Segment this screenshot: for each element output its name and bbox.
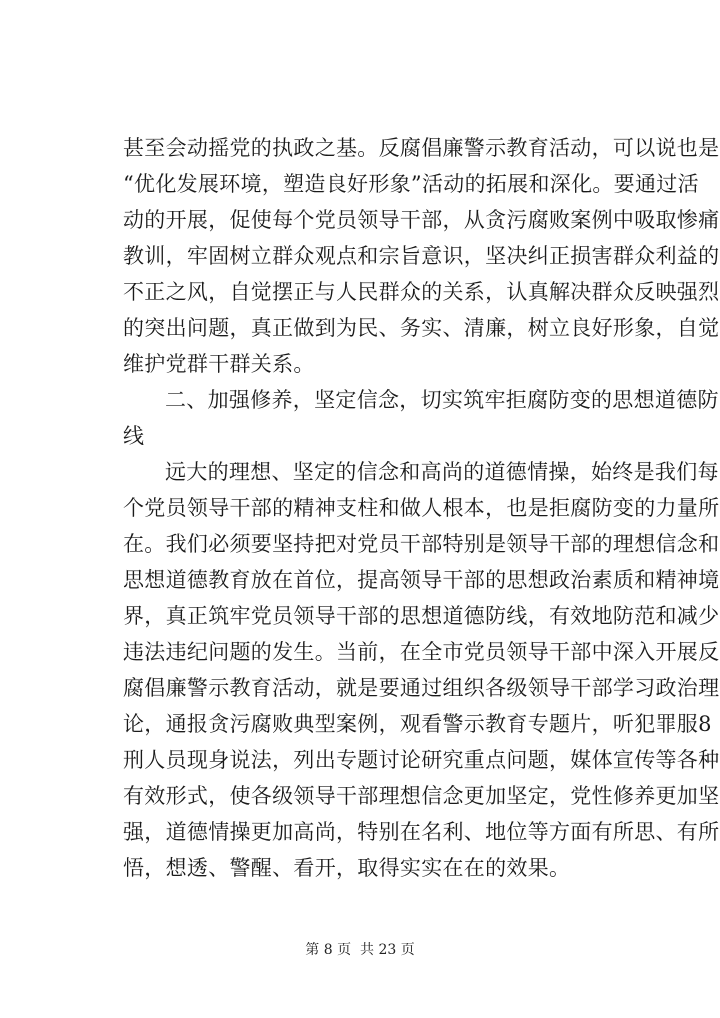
heading-line: 线 [123,424,145,448]
text-line: 个党员领导干部的精神支柱和做人根本，也是拒腐防变的力量所 [123,496,720,520]
heading-line: 二、加强修养，坚定信念，切实筑牢拒腐防变的思想道德防 [165,388,719,412]
text-line: 的突出问题，真正做到为民、务实、清廉，树立良好形象，自觉 [123,316,720,340]
text-line: 界，真正筑牢党员领导干部的思想道德防线，有效地防范和减少 [123,604,720,628]
text-line: 强，道德情操更加高尚，特别在名利、地位等方面有所思、有所 [123,820,720,844]
text-line: 有效形式，使各级领导干部理想信念更加坚定，党性修养更加坚 [123,784,720,808]
page-number: 第 8 页 共 23 页 [305,942,415,958]
text-line: 在。我们必须要坚持把对党员干部特别是领导干部的理想信念和 [123,532,720,556]
text-line: 论，通报贪污腐败典型案例，观看警示教育专题片，听犯罪服8 [123,712,712,736]
text-line: 教训，牢固树立群众观点和宗旨意识，坚决纠正损害群众利益的 [123,244,720,268]
text-line: 刑人员现身说法，列出专题讨论研究重点问题，媒体宣传等各种 [123,748,720,772]
text-line: 思想道德教育放在首位，提高领导干部的思想政治素质和精神境 [123,568,720,592]
text-line: 不正之风，自觉摆正与人民群众的关系，认真解决群众反映强烈 [123,280,720,304]
text-line: 悟，想透、警醒、看开，取得实实在在的效果。 [123,856,571,880]
page-footer [0,940,720,960]
text-line: “优化发展环境，塑造良好形象”活动的拓展和深化。要通过活 [123,172,699,196]
text-line: 远大的理想、坚定的信念和高尚的道德情操，始终是我们每 [165,460,719,484]
text-line: 动的开展，促使每个党员领导干部，从贪污腐败案例中吸取惨痛 [123,208,720,232]
text-line: 违法违纪问题的发生。当前，在全市党员领导干部中深入开展反 [123,640,720,664]
text-line: 腐倡廉警示教育活动，就是要通过组织各级领导干部学习政治理 [123,676,720,700]
text-line: 甚至会动摇党的执政之基。反腐倡廉警示教育活动，可以说也是 [123,136,720,160]
text-line: 维护党群干群关系。 [123,352,315,376]
